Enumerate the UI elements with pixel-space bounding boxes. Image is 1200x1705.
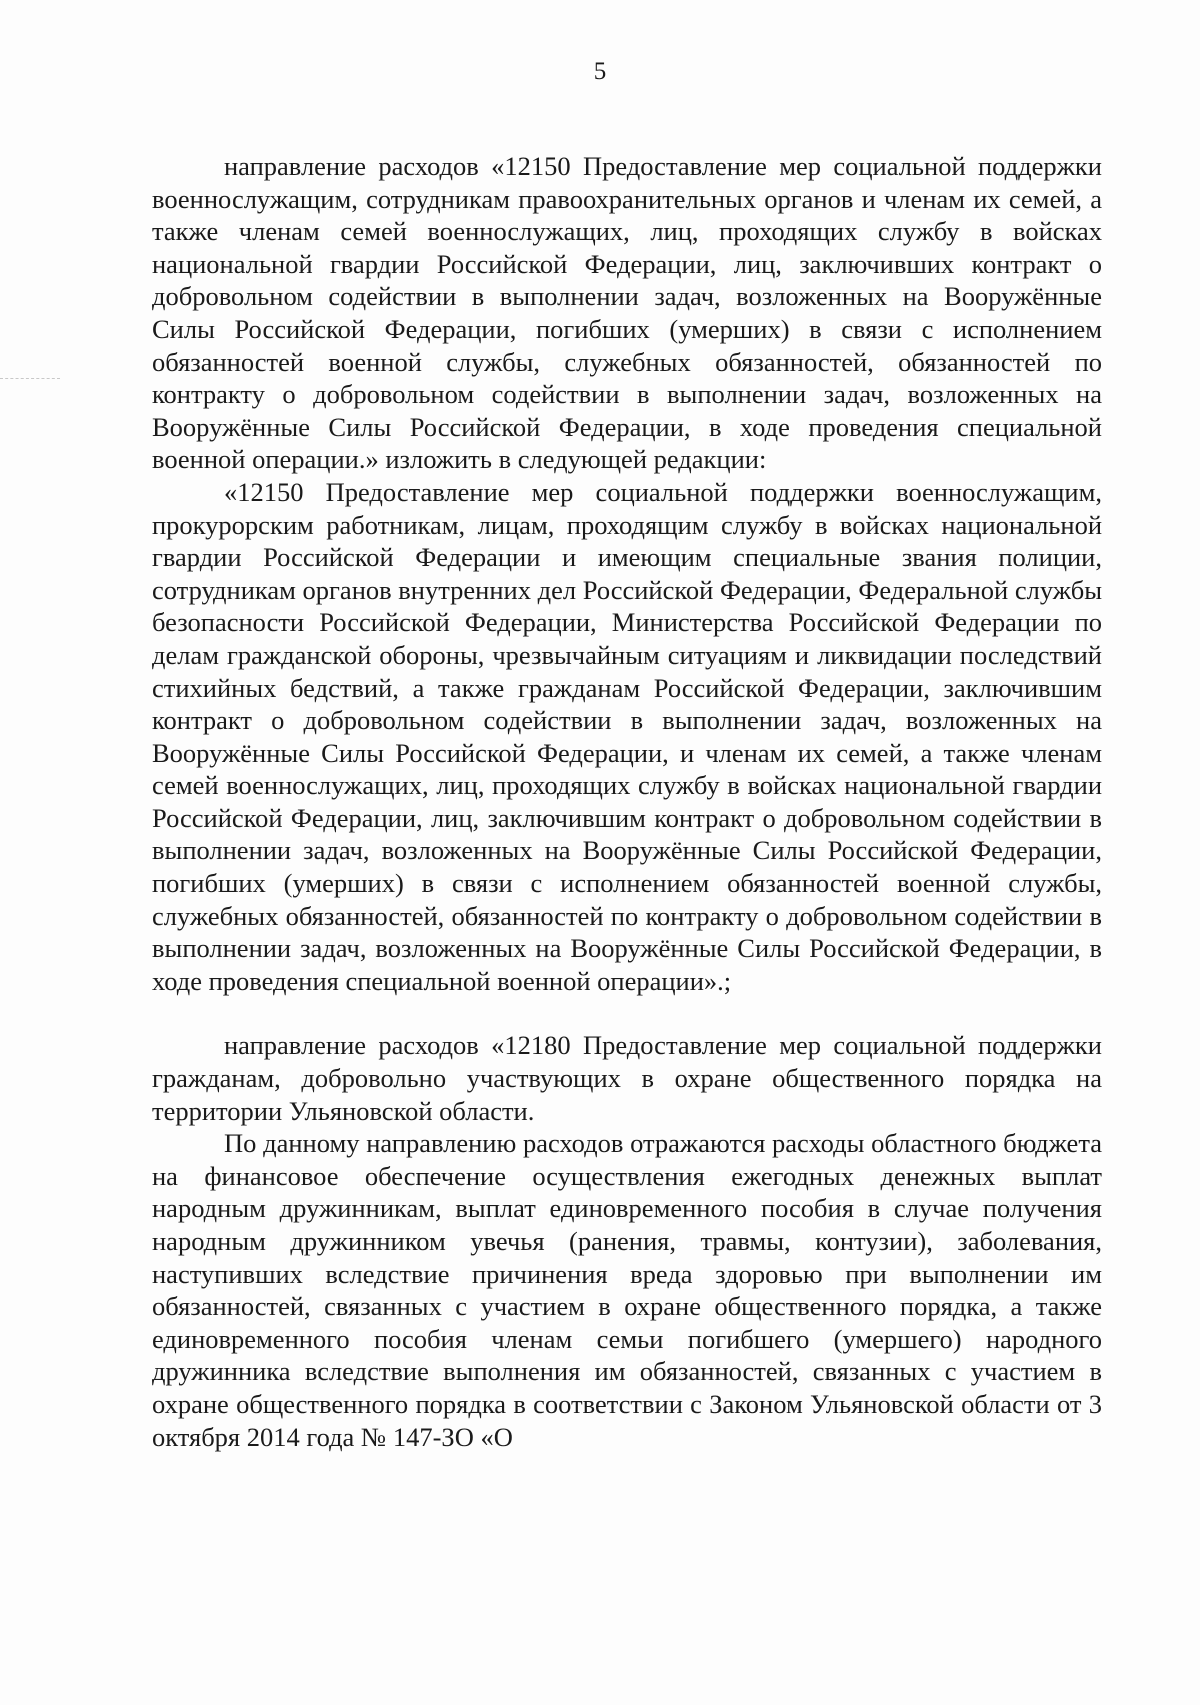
scan-artifact: [0, 378, 60, 379]
paragraph-spacer: [152, 997, 1102, 1029]
paragraph-12180-heading: направление расходов «12180 Предоставление мер социальной поддержки гражданам, добровольно участвующих в охране общественного порядка на территории Ульяновской области.: [152, 1030, 1102, 1126]
paragraph-12180-description: По данному направлению расходов отражаются расходы областного бюджета на финансовое обеспечение осуществления ежегодных денежных выплат народным дружинникам, выплат единовременного пособия в случае получения народным дружинником увечья (ранения, травмы, контузии), заболевания, наступивших вследствие причинения вреда здоровью при выполнении им обязанностей, связанных с участием в охране общественного порядка, а также единовременного пособия членам семьи погибшего (умершего) народного дружинника вследствие выполнения им обязанностей, связанных с участием в охране общественного порядка в соответствии с Законом Ульяновской области от 3 октября 2014 года № 147-ЗО «О: [152, 1128, 1102, 1452]
paragraph-12150-new-wording: «12150 Предоставление мер социальной поддержки военнослужащим, прокурорским работникам, лицам, проходящим службу в войсках национальной гвардии Российской Федерации и имеющим специальные звания полиции, сотрудникам органов внутренних дел Российской Федерации, Федеральной службы безопасности Российской Федерации, Министерства Российской Федерации по делам гражданской обороны, чрезвычайным ситуациям и ликвидации последствий стихийных бедствий, а также гражданам Российской Федерации, заключившим контракт о добровольном содействии в выполнении задач, возложенных на Вооружённые Силы Российской Федерации, и членам их семей, а также членам семей военнослужащих, лиц, проходящих службу в войсках национальной гвардии Российской Федерации, лиц, заключившим контракт о добровольном содействии в выполнении задач, возложенных на Вооружённые Силы Российской Федерации, погибших (умерших) в связи с исполнением обязанностей военной службы, служебных обязанностей, обязанностей по контракту о добровольном содействии в выполнении задач, возложенных на Вооружённые Силы Российской Федерации, в ходе проведения специальной военной операции».;: [152, 476, 1102, 996]
document-body: [152, 150, 1102, 1453]
page-number: 5: [593, 58, 607, 85]
paragraph-12150-heading: направление расходов «12150 Предоставление мер социальной поддержки военнослужащим, сотрудникам правоохранительных органов и членам их семей, а также членам семей военнослужащих, лиц, проходящих службу в войсках национальной гвардии Российской Федерации, лиц, заключивших контракт о добровольном содействии в выполнении задач, возложенных на Вооружённые Силы Российской Федерации, погибших (умерших) в связи с исполнением обязанностей военной службы, служебных обязанностей, обязанностей по контракту о добровольном содействии в выполнении задач, возложенных на Вооружённые Силы Российской Федерации, в ходе проведения специальной военной операции.» изложить в следующей редакции:: [152, 151, 1102, 475]
